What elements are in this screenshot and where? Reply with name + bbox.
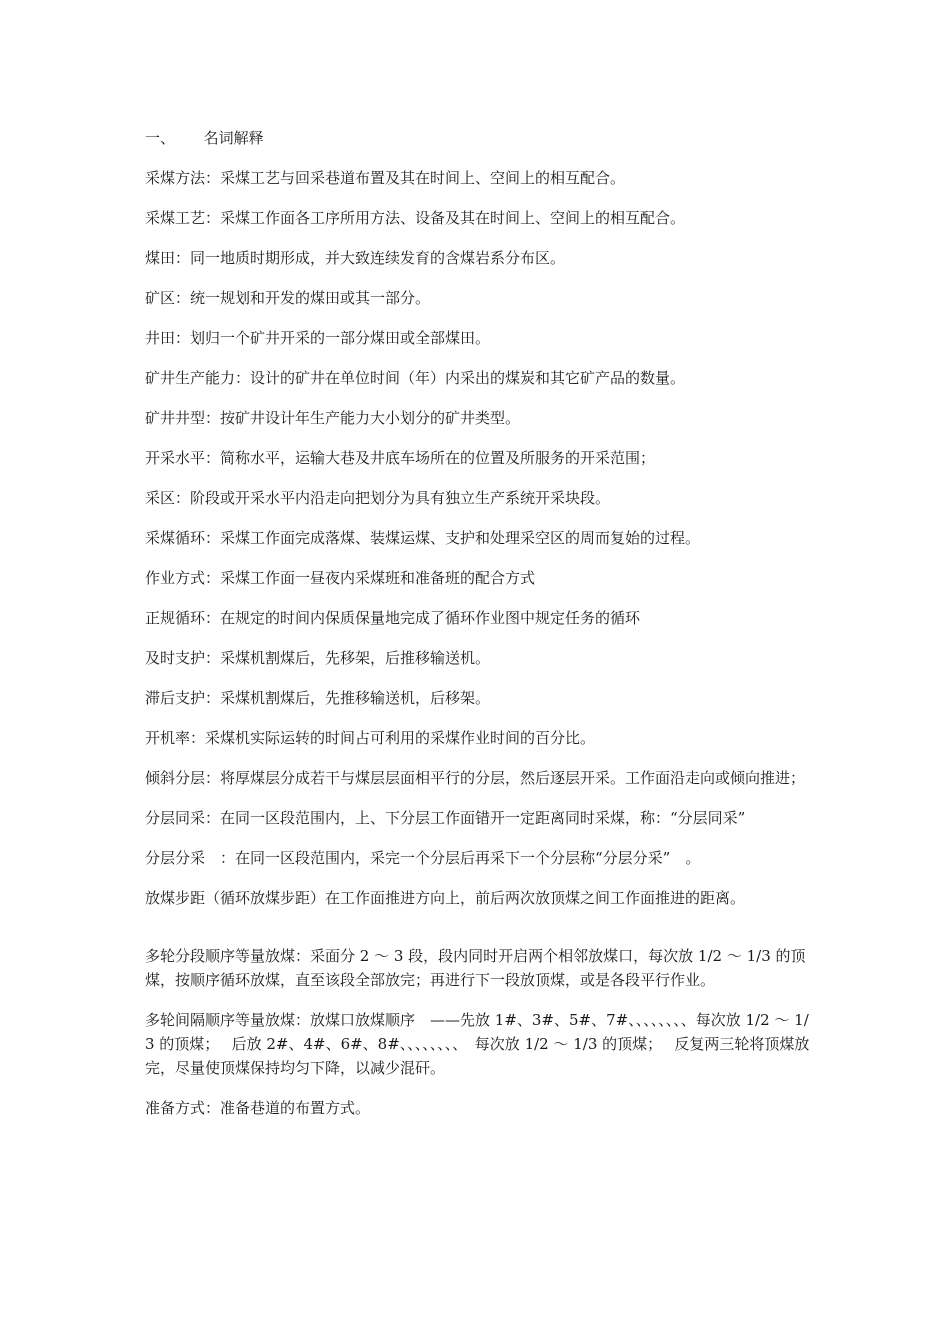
definition-paragraph: 矿井井型：按矿井设计年生产能力大小划分的矿井类型。 (145, 409, 521, 427)
definition-paragraph: 及时支护：采煤机割煤后，先移架，后推移输送机。 (145, 649, 491, 667)
definition-paragraph: 采区：阶段或开采水平内沿走向把划分为具有独立生产系统开采块段。 (145, 489, 611, 507)
definition-paragraph: 多轮间隔顺序等量放煤：放煤口放煤顺序 ——先放 1#、3#、5#、7#、、、、、、、、每次放 1/2 ～ 1/3 的顶煤； 后放 2#、4#、6#、8#、、、、、、、、 每次放 1/2 ～ 1/3 的顶煤； 反复两三轮将顶煤放完，尽量使顶煤保持均匀下降，以减少混矸。 (145, 1011, 810, 1077)
document-body (145, 126, 810, 1136)
section-number: 一、 (145, 129, 176, 147)
definition-paragraph: 开机率：采煤机实际运转的时间占可利用的采煤作业时间的百分比。 (145, 729, 596, 747)
definition-paragraph: 滞后支护：采煤机割煤后，先推移输送机，后移架。 (145, 689, 491, 707)
definition-paragraph: 采煤方法：采煤工艺与回采巷道布置及其在时间上、空间上的相互配合。 (145, 169, 626, 187)
definition-paragraph: 矿井生产能力：设计的矿井在单位时间（年）内采出的煤炭和其它矿产品的数量。 (145, 369, 686, 387)
definition-paragraph: 分层分采 ：在同一区段范围内，采完一个分层后再采下一个分层称“分层分采” 。 (145, 849, 701, 867)
definition-paragraph: 采煤循环：采煤工作面完成落煤、装煤运煤、支护和处理采空区的周而复始的过程。 (145, 529, 701, 547)
section-heading (145, 126, 810, 150)
definition-paragraph: 作业方式：采煤工作面一昼夜内采煤班和准备班的配合方式 (145, 569, 536, 587)
definition-paragraph: 准备方式：准备巷道的布置方式。 (145, 1099, 371, 1117)
section-title: 名词解释 (203, 129, 264, 147)
definition-paragraph: 煤田：同一地质时期形成，并大致连续发育的含煤岩系分布区。 (145, 249, 566, 267)
definition-paragraph: 开采水平：简称水平，运输大巷及井底车场所在的位置及所服务的开采范围； (145, 449, 656, 467)
definition-paragraph: 多轮分段顺序等量放煤：采面分 2 ～ 3 段，段内同时开启两个相邻放煤口，每次放 1/2 ～ 1/3 的顶煤，按顺序循环放煤，直至该段全部放完；再进行下一段放顶煤，或是各段平行作业。 (145, 947, 806, 989)
definition-paragraph: 矿区：统一规划和开发的煤田或其一部分。 (145, 289, 431, 307)
definition-paragraph: 正规循环：在规定的时间内保质保量地完成了循环作业图中规定任务的循环 (145, 609, 641, 627)
definition-paragraph: 放煤步距（循环放煤步距）在工作面推进方向上，前后两次放顶煤之间工作面推进的距离。 (145, 889, 746, 907)
definition-paragraph: 分层同采：在同一区段范围内，上、下分层工作面错开一定距离同时采煤，称：“分层同采” (145, 809, 746, 827)
definition-paragraph: 采煤工艺：采煤工作面各工序所用方法、设备及其在时间上、空间上的相互配合。 (145, 209, 686, 227)
definition-paragraph: 井田：划归一个矿井开采的一部分煤田或全部煤田。 (145, 329, 491, 347)
definition-paragraph: 倾斜分层：将厚煤层分成若干与煤层层面相平行的分层，然后逐层开采。工作面沿走向或倾向推进； (145, 769, 806, 787)
